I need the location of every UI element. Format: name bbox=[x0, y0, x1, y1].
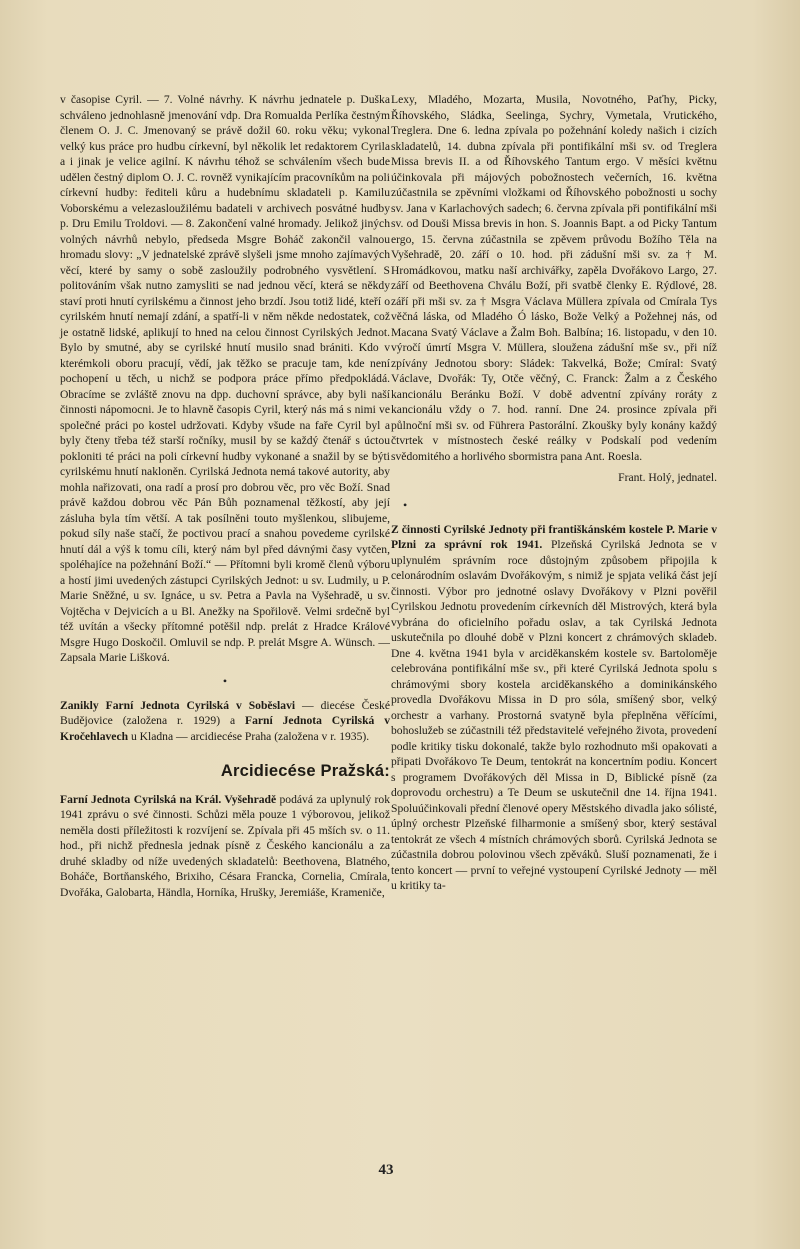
intro-paragraph: v časopise Cyril. — 7. Volné návrhy. K návrhu jednatele p. Duška schváleno jednohlasně jmenování vdp. Dra Romualda Perlíka čestným členem O. J. C. Jmenovaný se právě dožil 60. roku věku; vykonal velký kus práce pro hudbu církevní, byl několik let redaktorem Cyrila a i jinak je velice agilní. K návrhu téhož se schválením všech bude udělen čestný diplom O. J. C. rovněž vynikajícím pracovníkům na poli církevní hudby: řediteli kůru a hudebnímu skladateli p. Kamilu Voborskému a velezasloužilému badateli v archivech posvátné hudby p. Dru Emilu Troldovi. — 8. Zakončení valné hromady. Jelikož jiných volných návrhů nebylo, předseda Msgre Boháč zakončil valnou hromadu slovy: „V jednatelské zprávě slyšeli jsme mnoho zajímavých věcí, které by samy o sobě zasloužily podrobného vysvětlení. S politováním však nutno zamysliti se nad jednou věcí, která se někdy staví proti hnutí cyrilskému a činnost jeho brzdí. Jsou totiž lidé, kteří o cyrilském hnutí nemají zdání, a spatří-li v něm někde nedostatek, což je ostatně lidské, aplikují to hned na celou činnost Cyrilských Jednot. Bylo by smutné, aby se cyrilské hnutí musilo snad brániti. Kdo v kterémkoli oboru pracují, vědí, jak těžko se pracuje tam, kde není pochopení u těch, u nichž se podpora práce přímo předpokládá. Obracíme se zvláště znovu na dpp. duchovní správce, aby byli naší činnosti nápomocni. Je to hlavně časopis Cyril, který nás má s nimi ve společné práci po kostel udržovati. Kdyby všude na faře Cyril byl a byly čteny třeba též starší ročníky, musil by se každý čtenář s úctou pokloniti té práci na poli církevní hudby vykonané a snažil by se býti cyrilskému hnutí nakloněn. Cyrilská Jednota nemá takové autority, aby mohla nařizovati, ona radí a prosí pro dobrou věc, pro věc Boží. Snad právě každou dobrou věc Pán Bůh poznamenal těžkostí, aby její zásluha byla tím větší. A tak posílněni touto myšlenkou, slibujeme, pokud síly naše stačí, že poctivou prací a snahou povedeme cyrilské hnutí dál a výš k tomu cíli, který nám byl před dávnými časy vytčen, spoléhajíce na požehnání Boží.“ — Přítomni byli kromě členů výboru a hostí jimi uvedených zástupci Cyrilských Jednot: u sv. Ludmily, u P. Marie Sněžné, u sv. Ignáce, u sv. Petra a Pavla na Vyšehradě, u sv. Vojtěcha v Dejvicích a u Bl. Anežky na Spořilově. Velmi srdečně byl též uvítán a všecky přítomné potěšil ndp. prelát z Hradce Králové Msgre Hugo Doskočil. Omluvil se ndp. P. prelát Msgre A. Wünsch. — Zapsala Marie Lišková. bbox=[60, 93, 390, 664]
plzen-report-text: Plzeňská Cyrilská Jednota se v uplynulém správním roce důstojným způsobem připojila k celonárodním oslavám Dvořákovým, s nimiž je spjata veliká část její činnosti. Výbor pro jednotné oslavy Dvořákovy v Plzni pověřil Cyrilskou Jednotu provedením církevních děl Mistrových, která byla vybrána do oficielního pořadu oslav, a tak Cyrilská Jednota uskutečnila po dlouhé době v Plzni koncert z chrámových skladeb. Dne 4. května 1941 byla v arciděkanském kostele sv. Bartoloměje celebrována pontifikální mše sv., při které Cyrilská Jednota spolu s chrámovými sbory kostela arciděkanského a dominikánského provedla Dvořákovu Missa in D pro sóla, smíšený sbor, velký orchestr a varhany. Prostorná svatyně byla přeplněna věřícími, bohoslužeb se zúčastnili též představitelé veřejného života, provedení podle kritiky tisku dokonalé, takže bylo rozhodnuto mši opakovati a připati Dvořákovo Te Deum, tentokrát na koncertním podiu. Koncert s programem Dvořákových děl Missa in D, Biblické písně (za doprovodu orchestru) a Te Deum se uskutečnil dne 14. října 1941. Spoluúčinkovali přední členové opery Městského divadla jako sólisté, úplný orchestr Plzeňské filharmonie a smíšený sbor, který sestával tentokrát ze všech 4 místních chrámových sborů. Cyrilská Jednota se zúčastnila dobrou polovinou všech zpěváků. Sluší poznamenati, že i tento koncert — první to veřejné vystoupení Cyrilské Jednoty — měl u kritiky ta- bbox=[391, 538, 717, 892]
vysehrad-report-title: Farní Jednota Cyrilská na Král. Vyšehradě bbox=[60, 792, 277, 806]
vysehrad-report bbox=[60, 792, 390, 901]
defunct-notice bbox=[60, 698, 390, 745]
defunct-text-2: u Kladna — arcidiecése Praha (založena v r. 1935). bbox=[128, 729, 370, 743]
defunct-title-1: Zanikly Farní Jednota Cyrilská v Soběslavi bbox=[60, 698, 296, 712]
section-heading: Arcidiecése Pražská: bbox=[220, 762, 390, 780]
defunct-title-2: Farní Jednota Cyrilská v Kročehlavech bbox=[60, 714, 391, 743]
signature: Frant. Holý, jednatel. bbox=[618, 471, 717, 484]
plzen-report-title: Z činnosti Cyrilské Jednoty při františkánském kostele P. Marie v Plzni za správní rok 1941. bbox=[391, 522, 717, 551]
right-column bbox=[391, 92, 717, 894]
plzen-report bbox=[391, 522, 717, 894]
page-number: 43 bbox=[378, 1162, 394, 1178]
defunct-text-1: — diecése České Budějovice (založena r. 1929) a bbox=[60, 698, 390, 727]
section-bullet: • bbox=[222, 673, 228, 688]
left-column bbox=[60, 92, 390, 900]
continuation-paragraph: Lexy, Mladého, Mozarta, Musila, Novotného, Paťhy, Picky, Říhovského, Sládka, Seelinga, Sychry, Vymetala, Vrutického, Treglera. Dne 6. ledna zpívala po požehnání koledy našich i cizích skladatelů, 14. dubna zpívala při pontifikální mši sv. od Treglera Missa brevis II. a od Říhovského Tantum ergo. V měsíci květnu účinkovala při májových pobožnostech večerních, 16. května zúčastnila se zpěvními vložkami od Říhovského pobožnosti u sochy sv. Jana v Karlachových sadech; 6. června zpívala při pontifikální mši sv. od Douši Missa brevis in hon. S. Joannis Bapt. a od Picky Tantum ergo, 15. června zúčastnila se zpěvem průvodu Božího Těla na Vyšehradě, 20. září o 10. hod. při zádušní mši sv. za † M. Hromádkovou, matku naší archivářky, zapěla Dvořákovo Largo, 27. září od Beethovena Chválu Boží, při svatbě členky E. Rýdlové, 28. září při mši sv. za † Msgra Václava Müllera zpívala od Cmírala Tys věčná láska, od Mladého Ó lásko, Bože Velký a Požehnej nás, od Macana Svatý Václave a Žalm Boh. Balbína; 16. listopadu, v den 10. výročí úmrtí Msgra V. Müllera, sloužena zádušní mše sv., při níž zpívány Jednotou sbory: Sládek: Takvelká, Bože; Cmíral: Svatý Václave, Dvořák: Ty, Otče věčný, C. Franck: Žalm a z Českého kancionálu Beránku Boží. V době adventní zpívány roráty z kancionálu vždy o 7. hod. ranní. Dne 24. prosince zpívala při půlnoční mši sv. od Führera Pastorální. Zkoušky byly konány každý čtvrtek v místnostech české reálky v Podskalí pod vedením svědomitého a horlivého sbormistra pana Ant. Roesla. bbox=[391, 93, 717, 463]
section-bullet: • bbox=[403, 497, 408, 512]
vysehrad-report-text: podává za uplynulý rok 1941 zprávu o své činnosti. Schůzi měla pouze 1 výborovou, jelikož neměla dosti příležitosti k rozvíjení se. Zpívala při 45 mších sv. o 11. hod., při nichž přednesla jednak písně z Českého kancionálu a za druhé skladby od níže uvedených skladatelů: Beethovena, Blatného, Boháče, Bortňanského, Brixiho, Césara Francka, Cornelia, Cmírala, Dvořáka, Galobarta, Händla, Horníka, Hrušky, Jeremiáše, Krameniče, bbox=[60, 792, 391, 899]
